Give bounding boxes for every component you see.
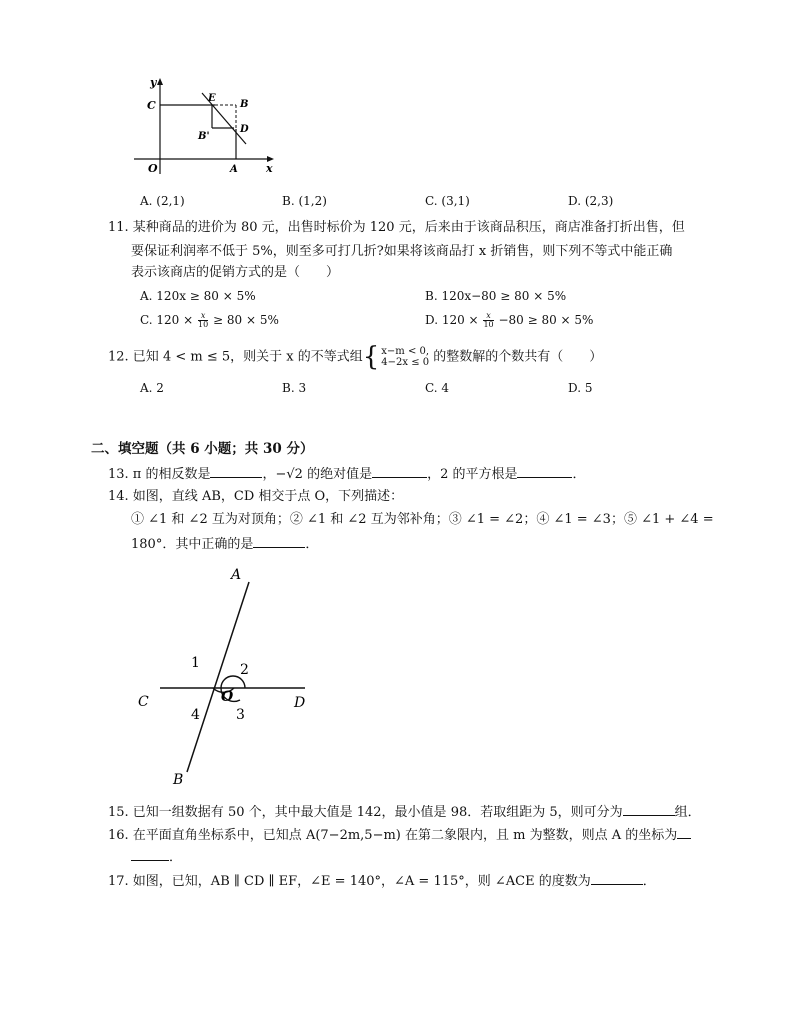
q16-blank-part-2[interactable] <box>131 848 169 861</box>
q14-angle-4: 4 <box>191 707 200 723</box>
q10-option-a: A. (2,1) <box>140 194 185 208</box>
q12-option-a: A. 2 <box>140 381 164 395</box>
q15-question <box>108 803 701 822</box>
q10-label-o: O <box>148 162 158 175</box>
q11-option-d-numerator: x <box>483 312 493 321</box>
q11-option-b: B. 120x−80 ≥ 80 × 5% <box>425 289 567 303</box>
q10-label-d: D <box>240 124 249 135</box>
q12-stem <box>108 342 603 372</box>
q11-option-c-denominator: 10 <box>197 320 209 329</box>
q14-label-c: C <box>138 694 149 710</box>
q10-label-bprime: B' <box>198 131 210 142</box>
q11-option-d <box>425 312 593 329</box>
q10-label-e: E <box>208 93 216 104</box>
q11-option-c <box>140 312 279 329</box>
q11-option-c-fraction <box>198 312 208 329</box>
q10-label-x: x <box>266 162 273 175</box>
q16-continuation <box>131 848 182 867</box>
q13-part-c: ，2 的平方根是 <box>427 467 518 482</box>
q15-text: 15. 已知一组数据有 50 个，其中最大值是 142，最小值是 98．若取组距为 5，则可分为 <box>108 805 623 820</box>
q11-option-d-prefix: D. 120 × <box>425 313 479 327</box>
q10-label-a: A <box>230 164 238 175</box>
q14-label-b: B <box>173 772 184 788</box>
q14-label-a: A <box>231 567 242 583</box>
q10-option-b: B. (1,2) <box>282 194 327 208</box>
q11-line-1: 11. 某种商品的进价为 80 元，出售时标价为 120 元，后来由于该商品积压，商店准备打折出售，但 <box>108 220 685 235</box>
q14-intersecting-lines-figure <box>130 560 320 790</box>
q10-label-y: y <box>150 76 157 89</box>
q11-line-2: 要保证利润率不低于 5%，则至多可打几折?如果将该商品打 x 折销售，则下列不等式中能正确 <box>131 244 673 259</box>
q12-stem-prefix: 12. 已知 4 < m ≤ 5，则关于 x 的不等式组 <box>108 349 363 365</box>
q14-blank[interactable] <box>253 535 305 548</box>
q12-inequality-2: 4−2x ≤ 0 <box>381 357 430 368</box>
q10-option-d: D. (2,3) <box>568 194 614 208</box>
q14-line-3 <box>131 535 318 554</box>
q11-option-d-suffix: −80 ≥ 80 × 5% <box>498 313 594 327</box>
q13-blank-3[interactable] <box>517 465 572 478</box>
q16-question <box>108 826 691 845</box>
q15-end: 组． <box>674 805 701 820</box>
q12-option-c: C. 4 <box>425 381 450 395</box>
q17-text: 17. 如图，已知，AB ∥ CD ∥ EF，∠E = 140°，∠A = 115°，则 ∠ACE 的度数为 <box>108 874 591 889</box>
q11-option-d-fraction <box>483 312 493 329</box>
q10-coordinate-figure <box>130 74 280 180</box>
q12-option-d: D. 5 <box>568 381 593 395</box>
q10-label-b: B <box>240 99 249 110</box>
q14-angle-1: 1 <box>191 655 200 671</box>
q17-question <box>108 872 656 891</box>
q15-blank[interactable] <box>623 803 675 816</box>
q16-end: ． <box>169 850 183 865</box>
q11-option-c-prefix: C. 120 × <box>140 313 194 327</box>
q16-blank-part-1[interactable] <box>677 826 691 839</box>
q14-angle-3: 3 <box>236 707 245 723</box>
q12-stem-suffix: 的整数解的个数共有（ ） <box>433 349 603 365</box>
q13-part-d: ． <box>572 467 586 482</box>
q14-line-1: 14. 如图，直线 AB，CD 相交于点 O，下列描述： <box>108 489 404 504</box>
q13-blank-2[interactable] <box>372 465 427 478</box>
q12-inequality-system <box>381 346 429 368</box>
q12-inequality-1: x−m < 0, <box>381 346 430 357</box>
q10-label-c: C <box>147 99 156 112</box>
q13-part-b: ，−√2 的绝对值是 <box>262 467 373 482</box>
q14-line-3-text: 180°．其中正确的是 <box>131 537 254 552</box>
section-2-heading: 二、填空题（共 6 小题；共 30 分） <box>91 441 314 457</box>
q13-part-a: 13. π 的相反数是 <box>108 467 211 482</box>
q14-angle-2: 2 <box>240 662 249 678</box>
q13-blank-1[interactable] <box>210 465 262 478</box>
q12-option-b: B. 3 <box>282 381 307 395</box>
q11-line-3: 表示该商店的促销方式的是（ ） <box>131 265 340 280</box>
q14-line-3-end: ． <box>305 537 319 552</box>
q17-blank[interactable] <box>591 872 643 885</box>
q16-text: 16. 在平面直角坐标系中，已知点 A(7−2m,5−m) 在第二象限内，且 m 为整数，则点 A 的坐标为 <box>108 828 678 843</box>
q14-line-2: ① ∠1 和 ∠2 互为对顶角；② ∠1 和 ∠2 互为邻补角；③ ∠1 = ∠2；④ ∠1 = ∠3；⑤ ∠1 + ∠4 = <box>131 512 714 527</box>
q14-label-o: O <box>221 689 234 705</box>
q17-end: ． <box>642 874 656 889</box>
q10-option-c: C. (3,1) <box>425 194 470 208</box>
q11-option-c-suffix: ≥ 80 × 5% <box>213 313 279 327</box>
q13-question <box>108 465 586 484</box>
q12-system-brace: { <box>362 342 380 372</box>
q11-option-c-numerator: x <box>198 312 208 321</box>
q11-option-d-denominator: 10 <box>483 320 494 329</box>
q14-label-d: D <box>294 695 306 711</box>
q11-option-a: A. 120x ≥ 80 × 5% <box>140 289 256 303</box>
